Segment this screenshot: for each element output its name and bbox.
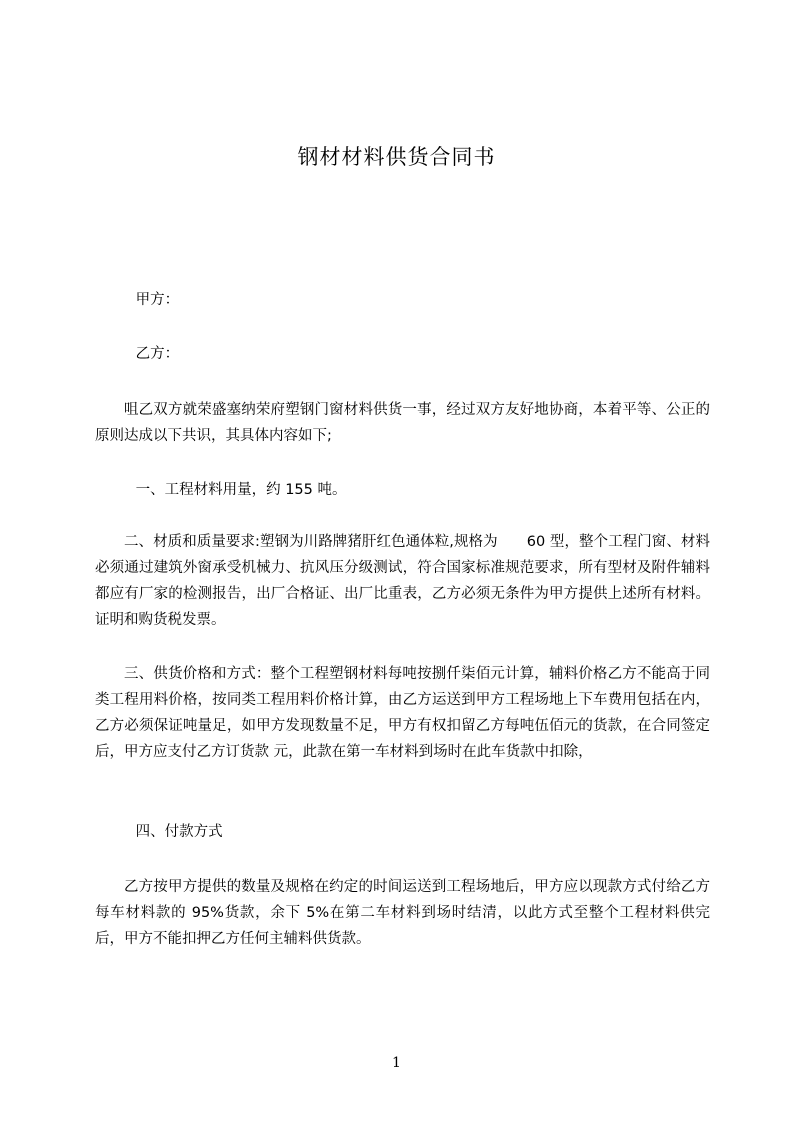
page-number: 1 [392, 1055, 401, 1071]
document-title: 钢材材料供货合同书 [297, 145, 496, 169]
party-b-label: 乙方： [135, 346, 180, 362]
party-a-label: 甲方： [135, 292, 180, 308]
section-4-payment: 乙方按甲方提供的数量及规格在约定的时间运送到工程场地后，甲方应以现款方式付给乙方每车材料款的 95%货款，余下 5%在第二车材料到场时结清，以此方式至整个工程材料供完后，甲方不能扣押乙方任何主辅料供货款。 [95, 879, 710, 947]
section-4-heading: 四、付款方式 [135, 824, 223, 840]
section-2-quality: 二、材质和质量要求:塑钢为川路牌猪肝红色通体粒,规格为 60 型，整个工程门窗、材料必须通过建筑外窗承受机械力、抗风压分级测试，符合国家标准规范要求，所有型材及附件辅料都应有厂家的检测报告，出厂合格证、出厂比重表，乙方必须无条件为甲方提供上述所有材料。证明和购货税发票。 [95, 534, 710, 628]
section-1-quantity: 一、工程材料用量，约 155 吨。 [135, 482, 347, 498]
intro-paragraph: 咀乙双方就荣盛塞纳荣府塑钢门窗材料供货一事，经过双方友好地协商，本着平等、公正的原则达成以下共识，其具体内容如下; [95, 402, 710, 444]
section-3-pricing: 三、供货价格和方式：整个工程塑钢材料每吨按捌仟柒佰元计算，辅料价格乙方不能高于同类工程用料价格，按同类工程用料价格计算，由乙方运送到甲方工程场地上下车费用包括在内，乙方必须保证吨量足，如甲方发现数量不足，甲方有权扣留乙方每吨伍佰元的货款，在合同签定后，甲方应支付乙方订货款 元，此款在第一车材料到场时在此车货款中扣除， [95, 666, 710, 760]
